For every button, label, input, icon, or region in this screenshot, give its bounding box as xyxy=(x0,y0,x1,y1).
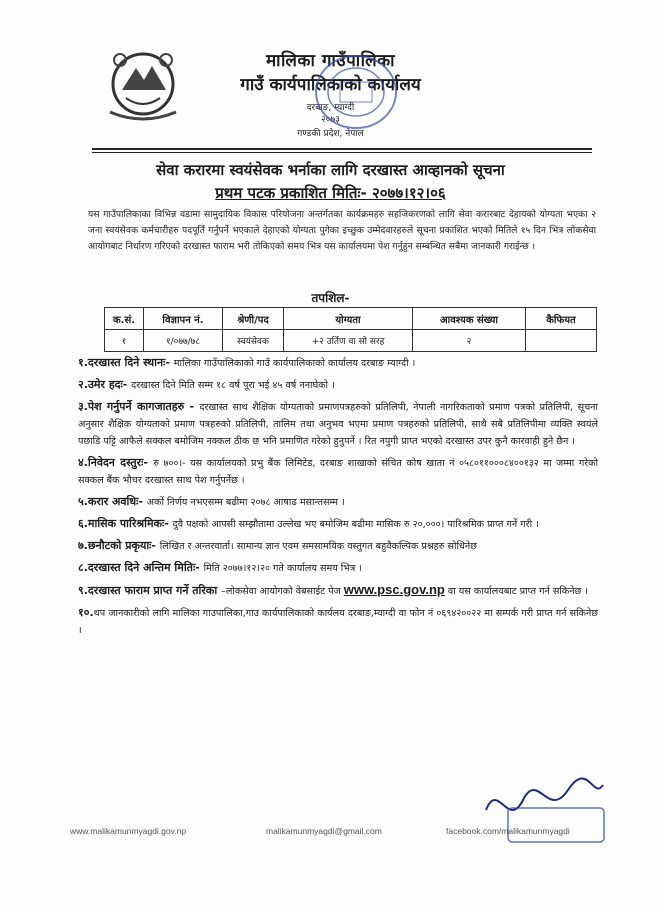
list-item: ५.करार अवधिः- अर्को निर्णय नभएसम्म बढीमा २०७८ आषाढ मसान्तसम्म । xyxy=(78,495,345,508)
footer-facebook: facebook.com/malikamunmyagdi xyxy=(446,826,570,836)
office-seal-stamp xyxy=(310,50,402,134)
list-item: ७.छनौटको प्रकृयाः- लिखित र अन्तरवार्ता। सामान्य ज्ञान एवम समसामयिक वस्तुगत बहुवैकल्पिक प्रश्नहरु सोधिनेछ xyxy=(78,539,477,552)
signature-and-stamp xyxy=(478,770,608,850)
list-item: ६.मासिक पारिश्रमिकः- दुवै पक्षको आपसी सम्झौतामा उल्लेख भए बमोजिम बढीमा मासिक रु २०,०००। पारिश्रमिक प्राप्त गर्ने गरी । xyxy=(78,517,539,530)
office-name: गाउँ कार्यपालिकाको कार्यालय xyxy=(240,75,421,95)
list-item: ९.दरखास्त फाराम प्राप्त गर्ने तरिका –लोकसेवा आयोगको वेबसाईट पेज www.psc.gov.np वा यस कार्यालयबाट प्राप्त गर्न सकिनेछ । xyxy=(78,582,588,597)
list-item: १०.थप जानकारीको लागि मालिका गाउपालिका,गाउ कार्यपालिकाको कार्यलय दरबाङ,म्याग्दी वा फोन नं ०६९४२००२२ मा सम्पर्क गरी प्राप्त गर्न सकिनेछ । xyxy=(78,606,598,636)
established-year: २०७३ xyxy=(321,115,340,125)
list-item: ३.पेश गर्नुपर्ने कागजातहरु - दरखास्त साथ शैक्षिक योग्यताको प्रमाणपत्रहरुको प्रतिलिपी, नेपाली नागरिकताको प्रमाण पत्रको प्रतिलिपी, सूचना अनुसार शैक्षिक योग्यताको प्रमाण पत्रहरुको प्रतिलिपी, तालिम तथा अनुभव भएमा प्रमाण पत्रहरुको प्रतिलिपी, साथै सबै प्रतिलिपीमा व्यक्ति स्वयंले पछाडि पट्टि आफैले सक्कल बमोजिम नक्कल ठीक छ भनि प्रमाणित गरेको हुनुपर्ने । रित नपुगी प्राप्त भएको दरखास्त उपर कुनै कारवाही हुने छैन । xyxy=(78,400,598,447)
publish-date: प्रथम पटक प्रकाशित मितिः- २०७७।१२।०६ xyxy=(215,184,446,202)
office-location: दरबाङ, म्याग्दी xyxy=(306,103,355,113)
col-qualification: योग्यता xyxy=(284,308,413,330)
list-item: १.दरखास्त दिने स्थानः- मालिका गाउँपालिकाको गाउँ कार्यपालिकाको कार्यालय दरबाङ म्याग्दी । xyxy=(78,356,416,369)
province-country: गण्डकी प्रदेश, नेपाल xyxy=(297,129,364,139)
col-sn: क.सं. xyxy=(105,308,144,330)
notice-items xyxy=(78,354,598,643)
psc-website-link[interactable]: www.psc.gov.np xyxy=(343,582,445,597)
list-item: ८.दरखास्त दिने अन्तिम मितिः- मिति २०७७।१२।२० गते कार्यालय समय भित्र । xyxy=(78,561,363,574)
notice-title: सेवा करारमा स्वयंसेवक भर्नाका लागि दरखास्त आव्हानको सूचना xyxy=(156,161,505,179)
header-divider-thin xyxy=(92,152,592,153)
header-divider xyxy=(92,148,592,150)
footer-email: malikamunmyagdi@gmail.com xyxy=(266,826,382,836)
col-required-count: आवश्यक संख्या xyxy=(413,308,526,330)
col-level: श्रेणी/पद xyxy=(223,308,284,330)
list-item: ४.निवेदन दस्तुरः- रु ७००।- यस कार्यालयको प्रभु बैंक लिमिटेड, दरबाङ शाखाको संचित कोष खाता नं ०५८०११०००८४००१३२ मा जम्मा गरेको सक्कल बैंक भौचर दरखास्त साथ पेश गर्नुपर्नेछ । xyxy=(78,456,599,486)
col-remarks: कैफियत xyxy=(526,308,597,330)
col-ad-no: विज्ञापन नं. xyxy=(144,308,223,330)
table-row: १ १/०७७/७८ स्वयंसेवक +२ उर्तिण वा सो सरह २ xyxy=(105,330,597,352)
list-item: २.उमेर हदः- दरखास्त दिने मिति सम्म १८ वर्ष पूरा भई ४५ वर्ष ननाघेको । xyxy=(78,378,335,391)
details-heading: तपशिल- xyxy=(311,291,350,305)
intro-paragraph: यस गाउँपालिकाका विभिन्न वडामा सामुदायिक विकास परियोजना अन्तर्गतका कार्यक्रमहरु सहजिकरणको लागि सेवा करारबाट देहायको योग्यता भएका २ जना स्वयंसेवक कर्मचारीहरु पदपूर्ति गर्नुपर्ने भएकाले देहाएको योग्यता पुगेका इच्छुक उम्मेदवारहरुले सूचना प्रकाशित भएको मितिले १५ दिन भित्र लोकसेवा आयोगबाट निर्धारण गरिएको दरखास्त फाराम भरी तोकिएको समय भित्र यस कार्यालयमा पेश गर्नुहुन सम्बन्धित सबैमा जानकारी गराईन्छ । xyxy=(88,209,596,252)
vacancy-table xyxy=(104,307,597,352)
municipality-name: मालिका गाउँपालिका xyxy=(265,51,396,71)
footer-website: www.malikamunmyagdi.gov.np xyxy=(70,826,187,836)
